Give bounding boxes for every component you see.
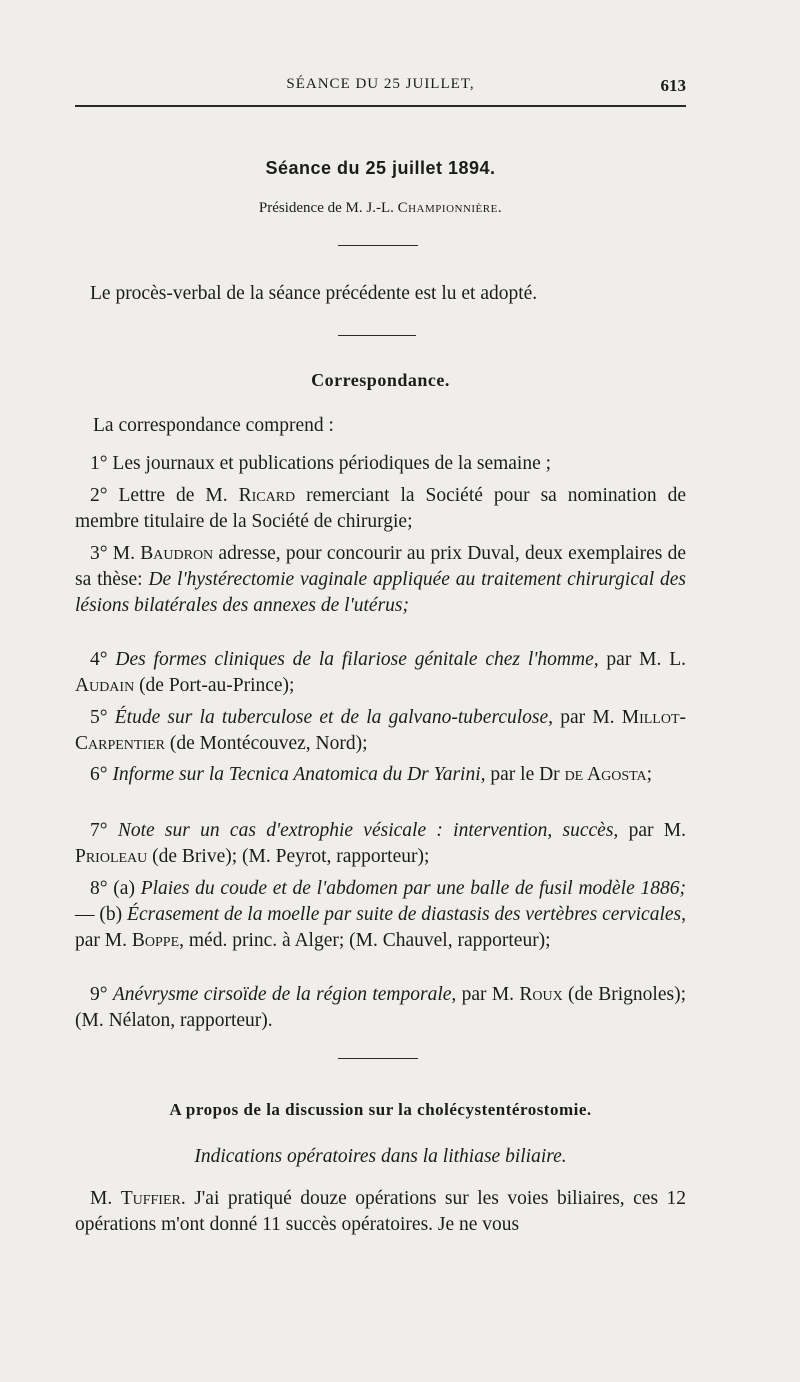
correspondance-heading: Correspondance.	[311, 370, 450, 390]
correspondance-item-4	[75, 647, 686, 699]
author-name: Ricard	[238, 485, 296, 506]
item-text: 5°	[90, 707, 115, 728]
correspondance-item-5	[75, 705, 686, 757]
correspondance-item-3	[75, 541, 686, 619]
section-divider	[338, 1058, 418, 1059]
proces-verbal: Le procès-verbal de la séance précédente est lu et adopté.	[90, 283, 538, 304]
item-text: par le Dr	[485, 764, 565, 785]
work-title: Note sur un cas d'extrophie vésicale : intervention, succès,	[117, 820, 619, 841]
correspondance-item-1: 1° Les journaux et publications périodiques de la semaine ;	[90, 453, 552, 474]
item-text: par M.	[618, 820, 686, 841]
item-text: (de Montécouvez, Nord);	[165, 733, 368, 754]
correspondance-intro: La correspondance comprend :	[93, 415, 334, 436]
item-text: remerciant la Société pour sa nomination de membre titulaire de la Société de chirurgie;	[75, 485, 686, 532]
speaker-name: Tuffier.	[120, 1188, 186, 1209]
seance-title: Séance du 25 juillet 1894.	[265, 158, 496, 178]
item-text: 2° Lettre de M.	[90, 485, 239, 506]
item-text: ;	[646, 764, 653, 785]
item-text: (de Brignoles); (M. Nélaton, rapporteur).	[75, 984, 686, 1031]
section-divider	[338, 245, 418, 246]
correspondance-item-9	[75, 982, 686, 1034]
item-text: M.	[90, 1188, 121, 1209]
author-name: Millot-Carpentier	[75, 707, 686, 754]
item-text: 6°	[90, 764, 113, 785]
work-title: Anévrysme cirsoïde de la région temporale,	[112, 984, 457, 1005]
author-name: de Agosta	[564, 764, 647, 785]
author-name: Prioleau	[75, 846, 148, 867]
correspondance-item-7	[75, 818, 686, 870]
discussion-heading: A propos de la discussion sur la cholécystentérostomie.	[169, 1100, 592, 1119]
author-name: Baudron	[140, 543, 214, 564]
presidence-prefix: Présidence de M. J.-L.	[258, 200, 398, 216]
work-title: Écrasement de la moelle par suite de diastasis des vertèbres cervicales,	[127, 904, 686, 925]
running-title: SÉANCE DU 25 JUILLET,	[286, 76, 475, 92]
item-text: par M.	[75, 930, 132, 951]
work-title: Plaies du coude et de l'abdomen par une balle de fusil modèle 1886;	[140, 878, 686, 899]
item-text: 8° (a)	[90, 878, 141, 899]
president-name: Championnière.	[397, 200, 503, 216]
work-title: Informe sur la Tecnica Anatomica du Dr Yarini,	[112, 764, 486, 785]
correspondance-item-2	[75, 483, 686, 535]
work-title: Étude sur la tuberculose et de la galvano-tuberculose,	[114, 707, 554, 728]
discussion-text: J'ai pratiqué douze opérations sur les voies biliaires, ces 12 opérations m'ont donné 11 succès opératoires. Je ne vous	[75, 1188, 686, 1235]
item-text: (de Brive); (M. Peyrot, rapporteur);	[147, 846, 430, 867]
item-text: 3° M.	[90, 543, 141, 564]
author-name: Roux	[519, 984, 563, 1005]
item-text: 7°	[90, 820, 118, 841]
item-text: (de Port-au-Prince);	[134, 675, 295, 696]
work-title: Des formes cliniques de la filariose génitale chez l'homme,	[115, 649, 599, 670]
item-text: par M. L.	[598, 649, 686, 670]
correspondance-item-6	[75, 762, 686, 788]
author-name: Boppe	[131, 930, 180, 951]
item-text: par M.	[553, 707, 622, 728]
author-name: Audain	[75, 675, 135, 696]
correspondance-item-8	[75, 876, 686, 954]
work-title: De l'hystérectomie vaginale appliquée au traitement chirurgical des lésions bilatérales des annexes de l'utérus;	[75, 569, 686, 616]
page-number: 613	[660, 76, 686, 95]
presidence-line	[75, 200, 686, 217]
item-text: par M.	[456, 984, 520, 1005]
item-text: , méd. princ. à Alger; (M. Chauvel, rapporteur);	[179, 930, 551, 951]
item-text: 4°	[90, 649, 116, 670]
item-text: 9°	[90, 984, 113, 1005]
discussion-subheading: Indications opératoires dans la lithiase biliaire.	[194, 1146, 567, 1167]
section-divider	[338, 335, 416, 336]
running-head	[75, 76, 686, 100]
header-rule	[75, 105, 686, 107]
discussion-paragraph	[75, 1186, 686, 1238]
item-text: adresse, pour concourir au prix Duval, deux exemplaires de sa thèse:	[75, 543, 686, 590]
item-text: — (b)	[75, 904, 128, 925]
